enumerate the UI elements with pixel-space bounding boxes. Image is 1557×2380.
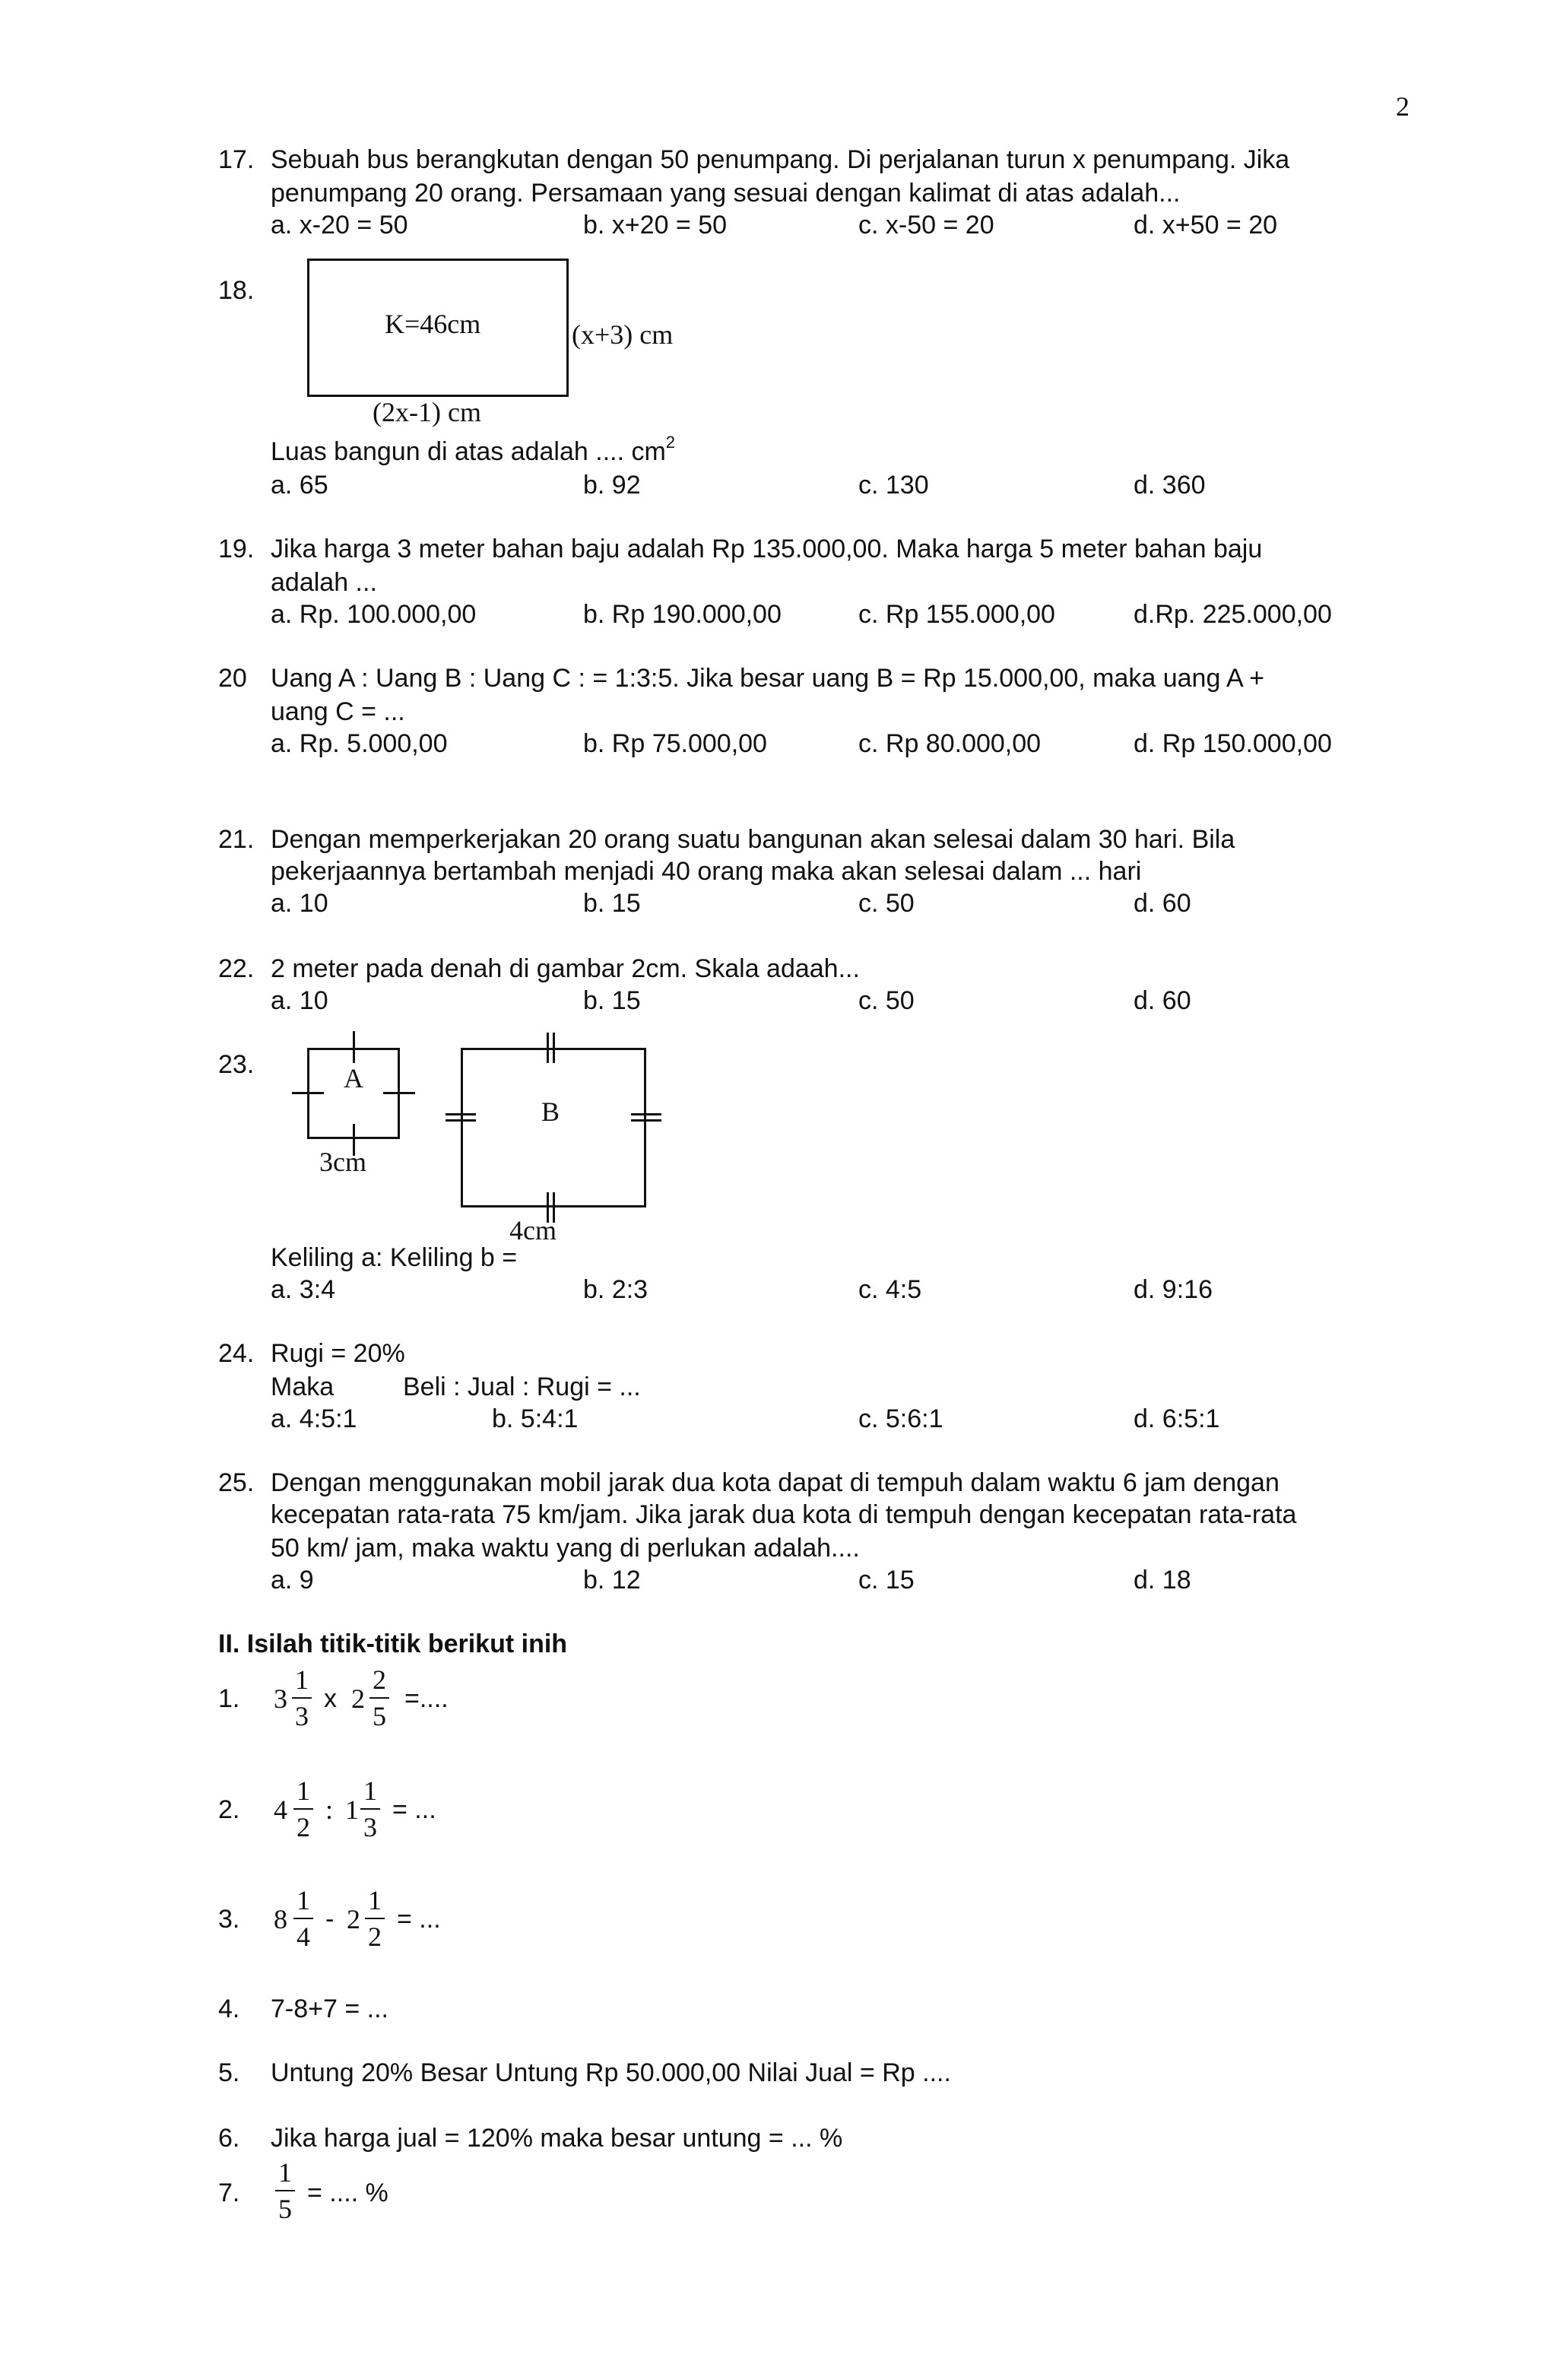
item-5-text: Untung 20% Besar Untung Rp 50.000,00 Nilai Jual = Rp .... <box>271 2058 951 2087</box>
q17-option-a: a. x-20 = 50 <box>271 211 408 240</box>
q22-option-b: b. 15 <box>583 986 641 1015</box>
q25-text-line2: kecepatan rata-rata 75 km/jam. Jika jarak dua kota di tempuh dengan kecepatan rata-rata <box>271 1500 1297 1529</box>
square-b-tick-right-1 <box>631 1113 661 1115</box>
q22-option-d: d. 60 <box>1134 986 1191 1015</box>
q24-number: 24. <box>218 1339 255 1368</box>
q24-option-a: a. 4:5:1 <box>271 1404 357 1433</box>
q20-option-a: a. Rp. 5.000,00 <box>271 729 448 758</box>
q20-number: 20 <box>218 664 247 693</box>
q23-option-b: b. 2:3 <box>583 1275 648 1304</box>
rectangle-width-label: (2x-1) cm <box>373 397 481 427</box>
q22-option-a: a. 10 <box>271 986 328 1015</box>
q17-text-line2: penumpang 20 orang. Persamaan yang sesuai dengan kalimat di atas adalah... <box>271 179 1181 208</box>
item-2-whole-2: 1 <box>345 1795 359 1825</box>
section-2-title: II. Isilah titik-titik berikut inih <box>218 1630 568 1658</box>
q19-number: 19. <box>218 535 255 563</box>
q17-number: 17. <box>218 145 255 174</box>
item-7-fraction: 1 5 <box>275 2156 295 2225</box>
item-3-whole-2: 2 <box>347 1904 360 1934</box>
q25-option-d: d. 18 <box>1134 1566 1191 1595</box>
q20-text-line2: uang C = ... <box>271 697 405 726</box>
item-2-whole-1: 4 <box>274 1795 287 1825</box>
square-a-tick-left <box>292 1092 324 1094</box>
item-2-operator: : <box>325 1795 334 1825</box>
q25-text-line1: Dengan menggunakan mobil jarak dua kota dapat di tempuh dalam waktu 6 jam dengan <box>271 1468 1280 1497</box>
page-number: 2 <box>1396 91 1410 122</box>
square-b-tick-left-1 <box>446 1113 476 1115</box>
q19-option-b: b. Rp 190.000,00 <box>583 600 782 629</box>
q25-option-a: a. 9 <box>271 1566 314 1595</box>
item-1-number: 1. <box>218 1684 240 1713</box>
q20-option-c: c. Rp 80.000,00 <box>858 729 1042 758</box>
q24-option-b: b. 5:4:1 <box>492 1404 579 1433</box>
square-a-label: A <box>344 1063 363 1093</box>
item-7-number: 7. <box>218 2178 240 2207</box>
q20-text-line1: Uang A : Uang B : Uang C : = 1:3:5. Jika besar uang B = Rp 15.000,00, maka uang A + <box>271 664 1265 693</box>
q24-option-d: d. 6:5:1 <box>1134 1404 1220 1433</box>
q18-option-b: b. 92 <box>583 471 641 500</box>
item-6-number: 6. <box>218 2124 240 2153</box>
q17-option-d: d. x+50 = 20 <box>1134 211 1278 240</box>
q19-option-a: a. Rp. 100.000,00 <box>271 600 477 629</box>
q22-text-line1: 2 meter pada denah di gambar 2cm. Skala adaah... <box>271 954 860 983</box>
q25-option-c: c. 15 <box>858 1566 915 1595</box>
q18-question: Luas bangun di atas adalah .... $cm^2$ <box>271 432 676 466</box>
item-3-fraction-1: 1 4 <box>293 1884 313 1953</box>
square-b-tick-left-2 <box>446 1119 476 1122</box>
item-5-number: 5. <box>218 2058 240 2087</box>
q17-option-b: b. x+20 = 50 <box>583 211 728 240</box>
item-3-fraction-2: 1 2 <box>365 1884 385 1953</box>
q24-text-maka: Maka <box>271 1372 335 1401</box>
q24-text-line1: Rugi = 20% <box>271 1339 405 1368</box>
q21-option-d: d. 60 <box>1134 889 1191 918</box>
item-3-whole-1: 8 <box>274 1904 287 1934</box>
q19-option-c: c. Rp 155.000,00 <box>858 600 1055 629</box>
q19-text-line1: Jika harga 3 meter bahan baju adalah Rp 135.000,00. Maka harga 5 meter bahan baju <box>271 535 1263 563</box>
square-a-tick-right <box>383 1092 415 1094</box>
item-1-whole-1: 3 <box>274 1683 287 1714</box>
rectangle-height-label: (x+3) cm <box>572 319 674 350</box>
item-1-tail: =.... <box>404 1684 449 1713</box>
square-a-tick-top <box>353 1031 355 1063</box>
q23-question: Keliling a: Keliling b = <box>271 1243 518 1272</box>
q21-option-a: a. 10 <box>271 889 328 918</box>
q20-option-b: b. Rp 75.000,00 <box>583 729 767 758</box>
item-2-fraction-2: 1 3 <box>360 1775 380 1843</box>
item-2-number: 2. <box>218 1795 240 1824</box>
q25-text-line3: 50 km/ jam, maka waktu yang di perlukan adalah.... <box>271 1534 860 1563</box>
item-1-fraction-1: 1 3 <box>292 1664 312 1732</box>
item-3-number: 3. <box>218 1905 240 1934</box>
q23-option-c: c. 4:5 <box>858 1275 922 1304</box>
item-2-tail: = ... <box>392 1795 436 1824</box>
q20-option-d: d. Rp 150.000,00 <box>1134 729 1332 758</box>
square-b-tick-top-1 <box>547 1033 549 1063</box>
q25-number: 25. <box>218 1468 255 1497</box>
rectangle-perimeter-label: K=46cm <box>385 309 481 339</box>
item-6-text: Jika harga jual = 120% maka besar untung = ... % <box>271 2124 843 2153</box>
q21-option-b: b. 15 <box>583 889 641 918</box>
q18-number: 18. <box>218 276 255 305</box>
square-a-side-label: 3cm <box>319 1147 366 1177</box>
item-3-operator: - <box>325 1905 335 1934</box>
item-1-whole-2: 2 <box>351 1683 365 1714</box>
square-b-tick-right-2 <box>631 1119 661 1122</box>
item-1-fraction-2: 2 5 <box>369 1664 389 1732</box>
item-7-tail: = .... % <box>307 2178 388 2207</box>
item-3-tail: = ... <box>397 1905 441 1934</box>
q18-option-d: d. 360 <box>1134 471 1206 500</box>
q21-text-line2: pekerjaannya bertambah menjadi 40 orang maka akan selesai dalam ... hari <box>271 857 1142 886</box>
q18-option-a: a. 65 <box>271 471 328 500</box>
q21-text-line1: Dengan memperkerjakan 20 orang suatu bangunan akan selesai dalam 30 hari. Bila <box>271 825 1235 854</box>
q21-option-c: c. 50 <box>858 889 915 918</box>
q24-option-c: c. 5:6:1 <box>858 1404 943 1433</box>
item-1-operator: x <box>324 1684 337 1713</box>
square-b-label: B <box>541 1096 560 1127</box>
square-b-side-label: 4cm <box>509 1215 557 1246</box>
q22-number: 22. <box>218 954 255 983</box>
square-b-tick-top-2 <box>553 1033 555 1063</box>
item-4-text: 7-8+7 = ... <box>271 1994 388 2023</box>
q19-option-d: d.Rp. 225.000,00 <box>1134 600 1332 629</box>
item-4-number: 4. <box>218 1994 240 2023</box>
q17-text-line1: Sebuah bus berangkutan dengan 50 penumpang. Di perjalanan turun x penumpang. Jika <box>271 145 1290 174</box>
q17-option-c: c. x-50 = 20 <box>858 211 994 240</box>
q21-number: 21. <box>218 825 255 854</box>
q24-text-ratio: Beli : Jual : Rugi = ... <box>403 1372 641 1401</box>
q22-option-c: c. 50 <box>858 986 915 1015</box>
q23-number: 23. <box>218 1050 255 1079</box>
item-2-fraction-1: 1 2 <box>293 1775 313 1843</box>
q18-option-c: c. 130 <box>858 471 929 500</box>
square-b-figure <box>461 1048 646 1207</box>
q23-option-d: d. 9:16 <box>1134 1275 1213 1304</box>
q19-text-line2: adalah ... <box>271 568 377 597</box>
q25-option-b: b. 12 <box>583 1566 641 1595</box>
q23-option-a: a. 3:4 <box>271 1275 336 1304</box>
